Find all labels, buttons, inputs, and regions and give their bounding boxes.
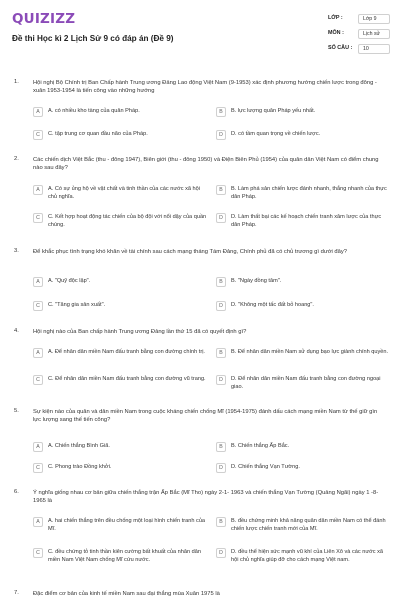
option-text: C. Kết hợp hoạt động tác chiến của bộ đội với nổi dậy của quần chúng. (48, 214, 207, 228)
option-b[interactable] (216, 185, 394, 204)
option-letter: D (216, 213, 226, 223)
question-number: 7. (14, 590, 19, 596)
option-b[interactable] (216, 107, 394, 126)
question-text: Để khắc phục tình trạng khó khăn về tài chính sau cách mạng tháng Tám Đảng, Chính phủ đã có chủ trương gì dưới đây? (33, 249, 347, 255)
option-text: D. đều thể hiện sức mạnh vũ khí của Liên Xô và các nước xã hội chủ nghĩa giúp đỡ cho cách mạng Việt nam. (231, 549, 384, 563)
option-text: A. "Quỹ độc lập". (48, 278, 91, 284)
option-letter: B (216, 348, 226, 358)
option-letter: C (33, 463, 43, 473)
option-letter: D (216, 548, 226, 558)
question-number: 2. (14, 156, 19, 162)
option-text: B. Để nhân dân miền Nam sử dụng bạo lực giành chính quyền. (231, 349, 389, 355)
question-text: Hội nghị nào của Ban chấp hành Trung ương Đảng lần thứ 15 đã có quyết định gì? (33, 329, 247, 335)
option-letter: B (216, 107, 226, 117)
meta-count-label: SỐ CÂU : (328, 45, 353, 51)
option-a[interactable] (33, 348, 211, 367)
option-text: D. có tầm quan trọng về chiến lược. (231, 131, 321, 137)
document-header (0, 0, 400, 68)
option-text: D. Để nhân dân miền Nam đấu tranh bằng con đường ngoại giao. (231, 376, 381, 390)
option-text: A. có nhiều kho tàng của quân Pháp. (48, 108, 140, 114)
option-letter: C (33, 301, 43, 311)
option-b[interactable] (216, 517, 394, 536)
option-c[interactable] (33, 213, 211, 232)
option-text: D. Làm thất bại các kế hoạch chiến tranh xâm lược của thực dân Pháp. (231, 214, 382, 228)
option-letter: A (33, 517, 43, 527)
option-d[interactable] (216, 130, 394, 149)
option-letter: A (33, 185, 43, 195)
option-letter: B (216, 277, 226, 287)
meta-count-value: 10 (358, 44, 390, 54)
option-letter: A (33, 277, 43, 287)
option-text: B. Làm phá sản chiến lược đánh nhanh, thắng nhanh của thực dân Pháp. (231, 186, 387, 200)
question-text: Sự kiện nào của quân và dân miền Nam trong cuộc kháng chiến chống Mĩ (1954-1975) đánh dấu cách mạng miền Nam từ thế giữ gìn lực lượng sang thế tiến công? (33, 409, 378, 424)
question-number: 5. (14, 408, 19, 414)
option-d[interactable] (216, 213, 394, 232)
option-letter: C (33, 213, 43, 223)
option-letter: D (216, 375, 226, 385)
option-text: A. Chiến thắng Bình Giã. (48, 443, 110, 449)
option-letter: C (33, 548, 43, 558)
option-text: B. Chiến thắng Ấp Bắc. (231, 443, 290, 449)
option-letter: B (216, 517, 226, 527)
question-number: 1. (14, 79, 19, 85)
option-letter: D (216, 301, 226, 311)
meta-subject-label: MÔN : (328, 30, 344, 36)
option-b[interactable] (216, 277, 394, 296)
question-text: Hội nghị Bộ Chính trị Ban Chấp hành Trung ương Đảng Lao động Việt Nam (9-1953) xác định phương hướng chiến lược trong đông - xuân 1953-1954 là tiến công vào những hướng (33, 80, 377, 95)
option-text: C. đều chứng tỏ tinh thần kiên cường bất khuất của nhân dân miền Nam Việt Nam chống Mĩ cứu nước. (48, 549, 201, 563)
option-text: B. lực lượng quân Pháp yếu nhất. (231, 108, 316, 114)
option-text: C. "Tăng gia sản xuất". (48, 302, 106, 308)
question-text: Đặc điểm cơ bản của kinh tế miền Nam sau đại thắng mùa Xuân 1975 là (33, 591, 220, 597)
option-letter: B (216, 185, 226, 195)
option-text: B. "Ngày đồng tâm". (231, 278, 282, 284)
option-letter: B (216, 442, 226, 452)
option-c[interactable] (33, 548, 211, 567)
option-a[interactable] (33, 107, 211, 126)
option-a[interactable] (33, 185, 211, 204)
option-text: A. Để nhân dân miền Nam đấu tranh bằng con đường chính trị. (48, 349, 205, 355)
option-text: B. đều chứng minh khả năng quân dân miền Nam có thể đánh chiến lược chiến tranh mới của Mĩ. (231, 518, 386, 532)
quizizz-logo: QUIZIZZ (12, 11, 76, 27)
question-text: Các chiến dịch Việt Bắc (thu - đông 1947), Biên giới (thu - đông 1950) và Điện Biên Phủ (1954) của quân dân Việt Nam có điểm chung nào sau đây? (33, 157, 379, 172)
option-text: D. Chiến thắng Vạn Tường. (231, 464, 300, 470)
option-letter: A (33, 107, 43, 117)
option-text: A. Có sự ủng hộ về vật chất và tinh thần của các nước xã hội chủ nghĩa. (48, 186, 201, 200)
option-d[interactable] (216, 375, 394, 394)
option-text: C. Phong trào Đồng khởi. (48, 464, 112, 470)
option-text: C. Để nhân dân miền Nam đấu tranh bằng con đường vũ trang. (48, 376, 206, 382)
option-c[interactable] (33, 301, 211, 320)
option-a[interactable] (33, 517, 211, 536)
page-title: Đề thi Học kì 2 Lịch Sử 9 có đáp án (Đề 9) (12, 34, 174, 43)
option-text: A. hai chiến thắng trên đều chống một loại hình chiến tranh của Mĩ. (48, 518, 206, 532)
option-letter: D (216, 463, 226, 473)
option-d[interactable] (216, 463, 394, 482)
option-b[interactable] (216, 348, 394, 367)
meta-subject-value: Lịch sử (358, 29, 390, 39)
option-c[interactable] (33, 375, 211, 394)
meta-class-value: Lớp 9 (358, 14, 390, 24)
option-b[interactable] (216, 442, 394, 461)
option-a[interactable] (33, 277, 211, 296)
meta-class-label: LỚP : (328, 15, 343, 21)
option-text: D. "Không một tấc đất bỏ hoang". (231, 302, 314, 308)
option-letter: D (216, 130, 226, 140)
option-text: C. tập trung cơ quan đầu não của Pháp. (48, 131, 148, 137)
question-number: 4. (14, 328, 19, 334)
question-text: Ý nghĩa giống nhau cơ bản giữa chiến thắng trận Ấp Bắc (Mĩ Tho) ngày 2-1- 1963 và chiến thắng Vạn Tường (Quảng Ngãi) ngày 1 -8-1965 là (33, 490, 379, 505)
option-letter: A (33, 348, 43, 358)
option-letter: C (33, 375, 43, 385)
option-letter: C (33, 130, 43, 140)
option-letter: A (33, 442, 43, 452)
option-d[interactable] (216, 301, 394, 320)
option-c[interactable] (33, 130, 211, 149)
question-number: 6. (14, 489, 19, 495)
question-number: 3. (14, 248, 19, 254)
option-d[interactable] (216, 548, 394, 567)
option-a[interactable] (33, 442, 211, 461)
option-c[interactable] (33, 463, 211, 482)
